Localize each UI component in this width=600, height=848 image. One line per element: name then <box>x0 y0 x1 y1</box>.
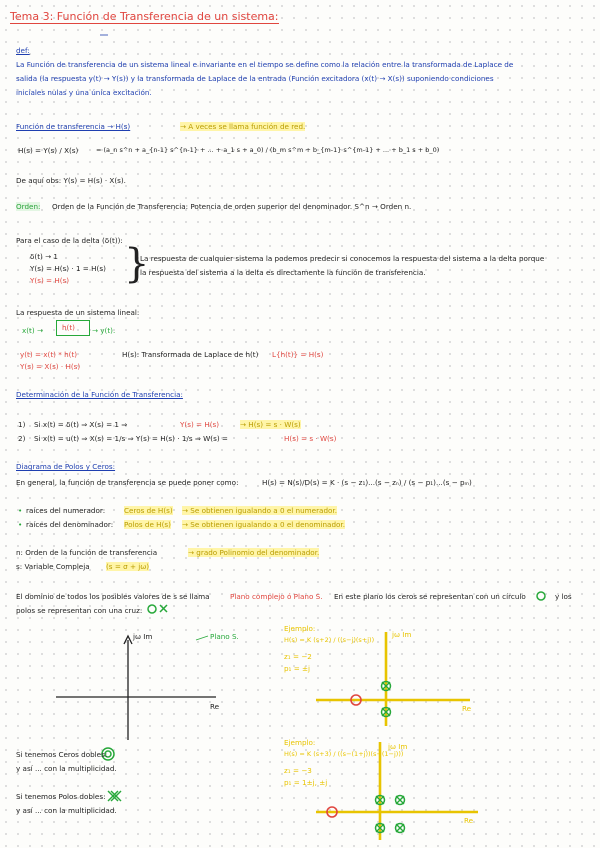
ft-note: → A veces se llama función de red. <box>180 122 306 131</box>
det-row-1-a: Si x(t) = δ(t) ⇒ X(s) = 1 ⇒ <box>34 420 128 429</box>
roots-2-b: Polos de H(s) <box>124 520 171 529</box>
delta-intro: Para el caso de la delta (δ(t)): <box>16 236 123 245</box>
delta-eq-2: Y(s) = H(s) · 1 = H(s) <box>30 264 106 273</box>
det-heading: Determinación de la Función de Transferencia: <box>16 390 183 399</box>
ex1-head: Ejemplo: <box>284 624 316 633</box>
det-row-1-b: Y(s) = H(s) <box>180 420 220 429</box>
diag-intro: En general, la función de transferencia se puede poner como: <box>16 478 239 487</box>
det-row-2-n: 2) <box>18 434 26 443</box>
plane-s-x-label: Re <box>210 702 220 711</box>
orden-label: Orden: <box>16 202 41 211</box>
roots-1-c: → Se obtienen igualando a 0 el numerador. <box>182 506 337 515</box>
delta-brace: } <box>124 241 150 287</box>
resp-intro: La respuesta de un sistema lineal: <box>16 308 140 317</box>
double-pole-glyph <box>108 791 121 801</box>
legend-pole-circle-cross <box>148 605 156 613</box>
block-output: → y(t). <box>92 326 116 335</box>
double-pole-1: Si tenemos Polos dobles: <box>16 792 106 801</box>
conv-note-2: L{h(t)} = H(s) <box>272 350 324 359</box>
s-line-b: (s = σ + jω) <box>106 562 150 571</box>
legend-zero-circle <box>537 592 545 600</box>
ex2-pole-label: p₁ = 1±j, ±j <box>284 778 328 787</box>
plane-s-y-label: jω Im <box>133 632 153 641</box>
ex1-formula: H(s) = K (s+2) / ((s−j)(s+j)) <box>284 636 375 644</box>
block-label: h(t) <box>62 323 75 332</box>
ft-heading: Función de transferencia → H(s) <box>16 122 131 131</box>
ft-formula-lhs: H(s) = Y(s) / X(s) <box>18 146 79 155</box>
block-input: x(t) → <box>22 326 43 335</box>
det-row-1-n: 1) <box>18 420 26 429</box>
ex2-zero-label: z₁ = −3 <box>284 766 312 775</box>
plane-line-2: Plano complejo ó Plano S. <box>230 592 323 601</box>
orden-text: Orden de la Función de Transferencia: Potencia de orden superior del denominador. S^n → Orden n. <box>52 202 412 211</box>
n-line-b: → grado Polinomio del denominador. <box>188 548 320 557</box>
plane-s-axes <box>56 636 216 740</box>
roots-1-a: raíces del numerador: <box>26 506 106 515</box>
roots-bullet-2: • <box>18 520 23 529</box>
obs-line: De aquí obs: Y(s) = H(s) · X(s). <box>16 176 126 185</box>
ex2-formula: H(s) = K (s+3) / ((s−(1+j))(s−(1−j))) <box>284 750 404 758</box>
page-title: Tema 3: Función de Transferencia de un sistema: <box>10 10 279 23</box>
ex1-zero-label: z₁ = −2 <box>284 652 312 661</box>
plane-s-label: Plano S. <box>210 632 239 641</box>
n-line-a: n: Orden de la función de transferencia <box>16 548 158 557</box>
plane-line-5: polos se representan con una cruz: <box>16 606 143 615</box>
conv-note: H(s): Transformada de Laplace de h(t) <box>122 350 259 359</box>
ex2-x-label: Re <box>464 816 474 825</box>
delta-note-1: La respuesta de cualquier sistema la podemos predecir si conocemos la respuesta del sistema a la delta porque <box>140 254 545 263</box>
def-line-1: La Función de transferencia de un sistema lineal e invariante en el tiempo se define como la relación entre la transformada de Laplace de <box>16 60 514 69</box>
delta-note-2: la respuesta del sistema a la delta es directamente la función de transferencia. <box>140 268 426 277</box>
example1-axes <box>316 632 470 726</box>
det-row-2-a: Si x(t) = u(t) ⇒ X(s) = 1/s ⇒ Y(s) = H(s) · 1/s ⇒ W(s) = <box>34 434 228 443</box>
ex1-pole-label: p₁ = ±j <box>284 664 311 673</box>
plane-line-3: En este plano los ceros se representan con un círculo <box>334 592 526 601</box>
double-zero-2: y así ... con la multiplicidad. <box>16 764 117 773</box>
roots-2-c: → Se obtienen igualando a 0 el denominador. <box>182 520 345 529</box>
conv-eq-1: y(t) = x(t) * h(t) <box>20 350 78 359</box>
double-pole-2: y así ... con la multiplicidad. <box>16 806 117 815</box>
ex1-y-label: jω Im <box>392 630 412 639</box>
det-row-1-c: → H(s) = s · W(s) <box>240 420 301 429</box>
diag-heading: Diagrama de Polos y Ceros: <box>16 462 116 471</box>
double-zero-1: Si tenemos Ceros dobles: <box>16 750 108 759</box>
det-row-2-b: H(s) = s · W(s) <box>284 434 337 443</box>
s-line-a: s: Variable Compleja <box>16 562 90 571</box>
roots-bullet-1: • <box>18 506 23 515</box>
roots-2-a: raíces del denominador: <box>26 520 114 529</box>
legend-pole-cross <box>160 605 167 612</box>
def-label: def: <box>16 46 30 55</box>
delta-eq-1: δ(t) → 1 <box>30 252 58 261</box>
roots-1-b: Ceros de H(s) <box>124 506 173 515</box>
ex1-x-label: Re <box>462 704 472 713</box>
ex2-y-label: jω Im <box>388 742 408 751</box>
plane-line-1: El dominio de todos los posibles valores de s se llama <box>16 592 210 601</box>
plane-line-4: y los <box>555 592 572 601</box>
ft-formula-rhs: = (a_n s^n + a_{n-1} s^{n-1} + ... + a_1 s + a_0) / (b_m s^m + b_{m-1} s^{m-1} + ... + b_1 s + b_0) <box>96 146 440 154</box>
delta-eq-3: Y(s) = H(s) <box>30 276 70 285</box>
def-line-2: salida (la respuesta y(t) → Y(s)) y la transformada de Laplace de la entrada (Función excitadora (x(t) → X(s)) suponiendo condiciones <box>16 74 494 83</box>
def-line-3: iniciales nulas y una única excitación. <box>16 88 152 97</box>
conv-eq-2: Y(s) = X(s) · H(s) <box>20 362 81 371</box>
ex2-head: Ejemplo: <box>284 738 316 747</box>
diag-formula: H(s) = N(s)/D(s) = K · (s − z₁)...(s − zₙ) / (s − p₁)...(s − pₘ) <box>262 478 472 487</box>
